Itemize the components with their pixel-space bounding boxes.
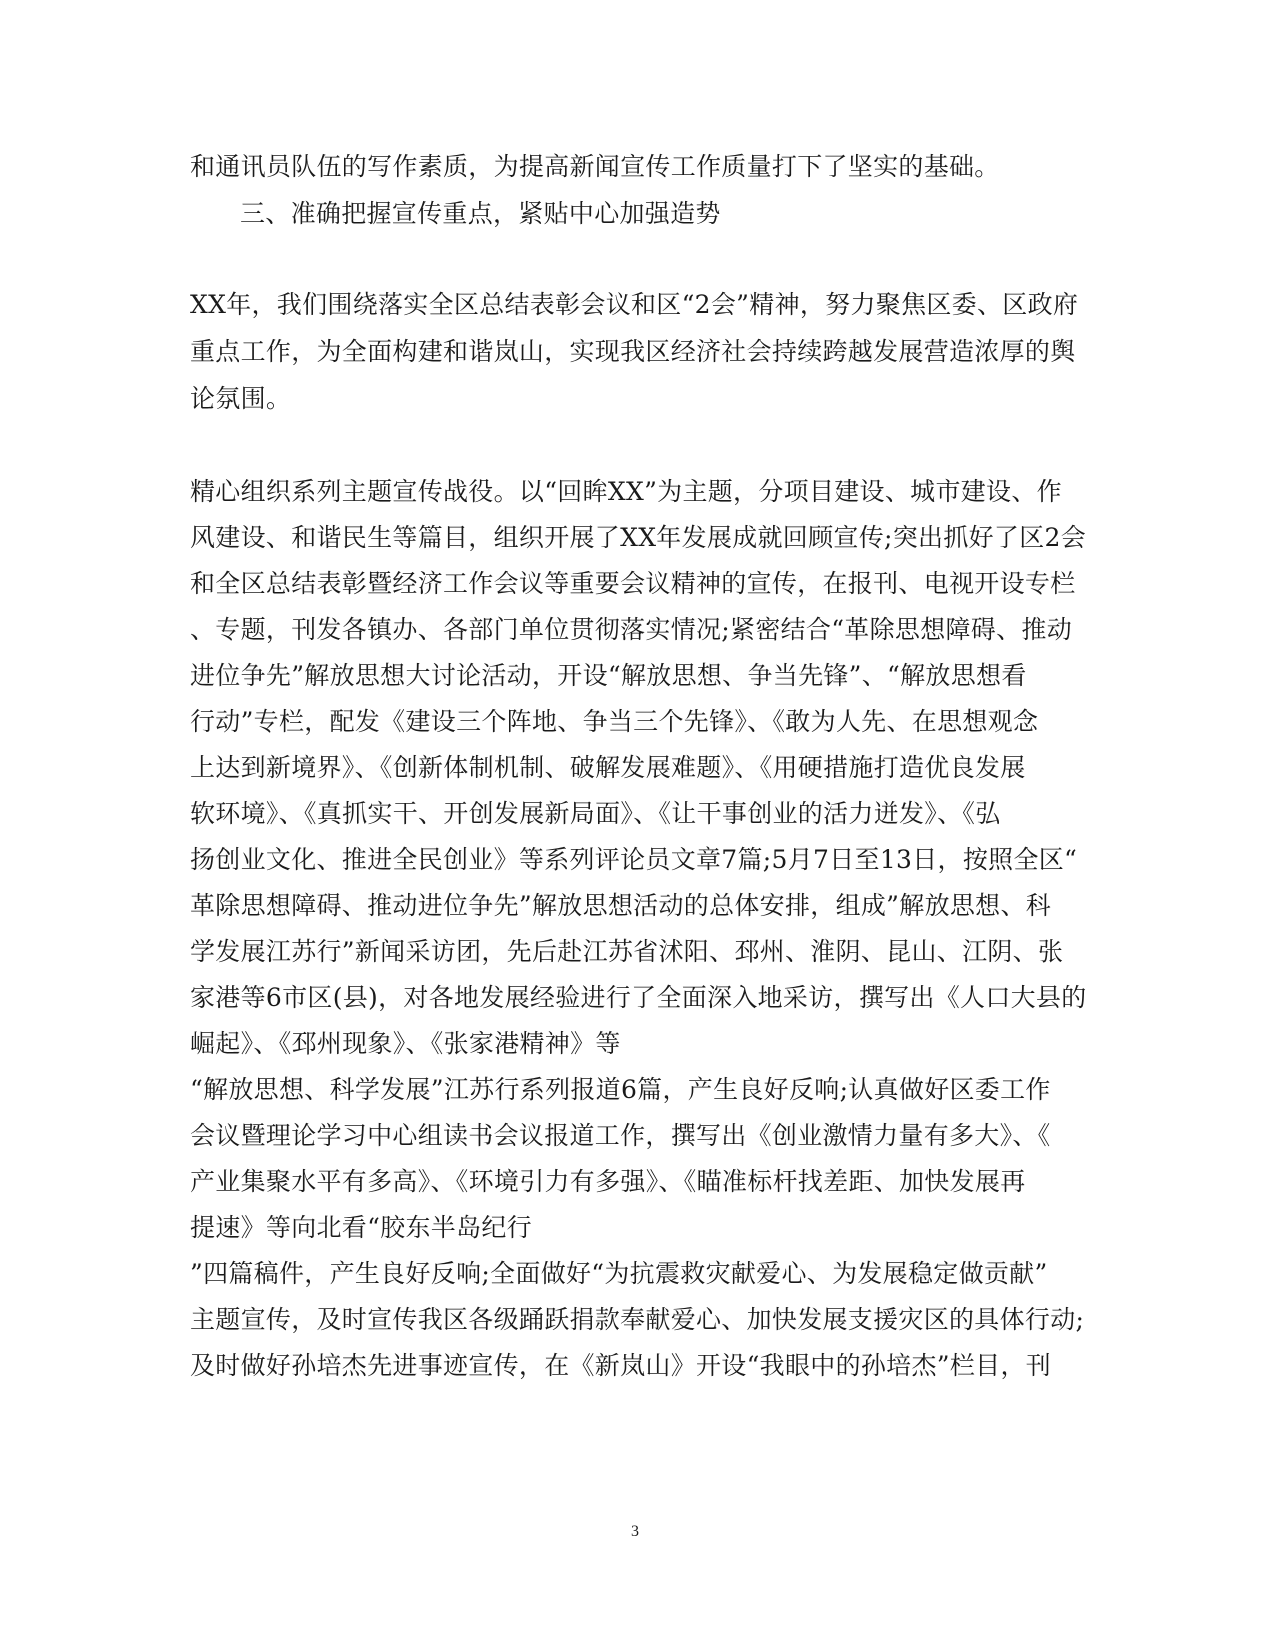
text-line: 崛起》、《邳州现象》、《张家港精神》等 [190, 1029, 621, 1058]
text-line: 进位争先”解放思想大讨论活动，开设“解放思想、争当先锋”、“解放思想看 [190, 661, 1027, 690]
text-line: XX年，我们围绕落实全区总结表彰会议和区“2会”精神，努力聚焦区委、区政府 [190, 290, 1079, 319]
text-line: ”四篇稿件，产生良好反响;全面做好“为抗震救灾献爱心、为发展稳定做贡献” [190, 1259, 1048, 1288]
text-line: 和通讯员队伍的写作素质，为提高新闻宣传工作质量打下了坚实的基础。 [190, 152, 1000, 181]
text-line: 论氛围。 [190, 384, 292, 413]
text-line: 上达到新境界》、《创新体制机制、破解发展难题》、《用硬措施打造优良发展 [190, 753, 1026, 782]
text-line: 会议暨理论学习中心组读书会议报道工作，撰写出《创业激情力量有多大》、《 [190, 1121, 1051, 1150]
text-line: 家港等6市区(县)，对各地发展经验进行了全面深入地采访，撰写出《人口大县的 [190, 983, 1087, 1012]
text-line: 和全区总结表彰暨经济工作会议等重要会议精神的宣传，在报刊、电视开设专栏 [190, 569, 1076, 598]
text-line: 精心组织系列主题宣传战役。以“回眸XX”为主题，分项目建设、城市建设、作 [190, 477, 1062, 506]
page-number: 3 [631, 1523, 639, 1540]
text-line: 提速》等向北看“胶东半岛纪行 [190, 1213, 532, 1242]
text-line: 软环境》、《真抓实干、开创发展新局面》、《让干事创业的活力迸发》、《弘 [190, 799, 1001, 828]
text-line: 重点工作，为全面构建和谐岚山，实现我区经济社会持续跨越发展营造浓厚的舆 [190, 337, 1076, 366]
text-line: 及时做好孙培杰先进事迹宣传，在《新岚山》开设“我眼中的孙培杰”栏目，刊 [190, 1351, 1052, 1380]
text-line: 产业集聚水平有多高》、《环境引力有多强》、《瞄准标杆找差距、加快发展再 [190, 1167, 1026, 1196]
text-line: 主题宣传，及时宣传我区各级踊跃捐款奉献爱心、加快发展支援灾区的具体行动; [190, 1305, 1085, 1334]
text-line: “解放思想、科学发展”江苏行系列报道6篇，产生良好反响;认真做好区委工作 [190, 1075, 1051, 1104]
text-line: 革除思想障碍、推动进位争先”解放思想活动的总体安排，组成”解放思想、科 [190, 891, 1052, 920]
text-line: 行动”专栏，配发《建设三个阵地、争当三个先锋》、《敢为人先、在思想观念 [190, 707, 1039, 736]
text-line: 扬创业文化、推进全民创业》等系列评论员文章7篇;5月7日至13日，按照全区“ [190, 845, 1078, 874]
text-line: 、专题，刊发各镇办、各部门单位贯彻落实情况;紧密结合“革除思想障碍、推动 [190, 615, 1073, 644]
text-line: 风建设、和谐民生等篇目，组织开展了XX年发展成就回顾宣传;突出抓好了区2会 [190, 523, 1087, 552]
section-heading: 三、准确把握宣传重点，紧贴中心加强造势 [240, 199, 721, 228]
text-line: 学发展江苏行”新闻采访团，先后赴江苏省沭阳、邳州、淮阴、昆山、江阴、张 [190, 937, 1064, 966]
